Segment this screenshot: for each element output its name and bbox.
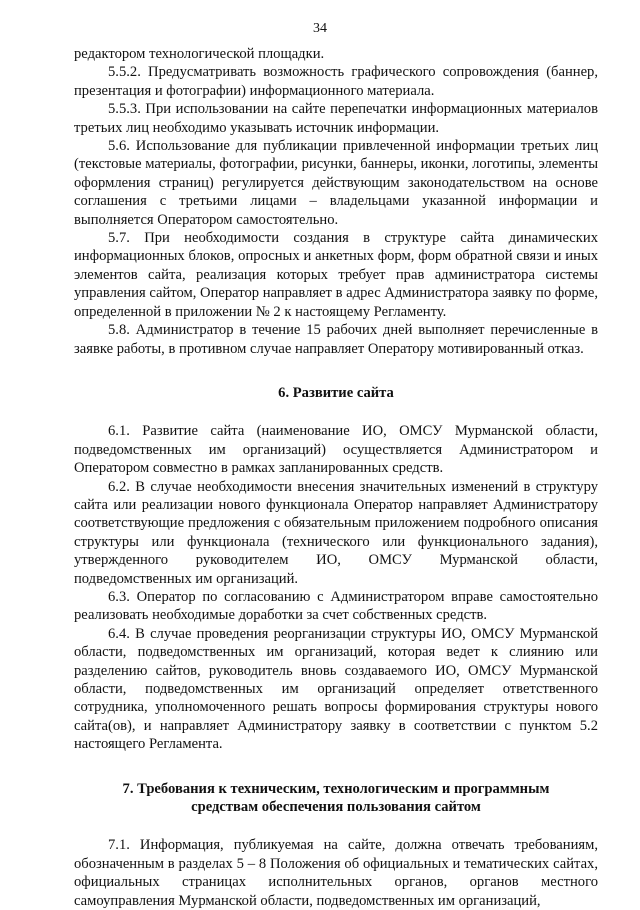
paragraph-6-4: 6.4. В случае проведения реорганизации структуры ИО, ОМСУ Мурманской области, подведомственных им организаций, которая ведет к слиянию или разделению сайтов, руководитель вновь создаваемого ИО, ОМСУ Мурманской области, подведомственных им организаций определяет ответственного сотрудника, уполномоченного решать вопросы формирования структуры нового сайта(ов), и направляет Администратору заявку в соответствии с пунктом 5.2 настоящего Регламента. bbox=[74, 625, 598, 753]
paragraph-6-3: 6.3. Оператор по согласованию с Администратором вправе самостоятельно реализовать необходимые доработки за счет собственных средств. bbox=[74, 588, 598, 624]
section-heading-6-line: 6. Развитие сайта bbox=[278, 384, 394, 401]
paragraph-6-1: 6.1. Развитие сайта (наименование ИО, ОМСУ Мурманской области, подведомственных им организаций) осуществляется Администратором и Оператором совместно в рамках запланированных средств. bbox=[74, 423, 598, 477]
page-number: 34 bbox=[313, 21, 327, 36]
paragraph-5-5-2: 5.5.2. Предусматривать возможность графического сопровождения (баннер, презентация и фотографии) информационного материала. bbox=[74, 64, 598, 99]
paragraph-continuation: редактором технологической площадки. bbox=[74, 46, 325, 62]
section-heading-7-line-1: 7. Требования к техническим, технологическим и программным bbox=[122, 780, 550, 797]
paragraph-5-5-3: 5.5.3. При использовании на сайте перепечатки информационных материалов третьих лиц необходимо указывать источник информации. bbox=[74, 101, 598, 136]
section-heading-7-line-2: средствам обеспечения пользования сайтом bbox=[191, 799, 481, 816]
document-body bbox=[74, 45, 598, 910]
section-heading-6 bbox=[74, 384, 598, 402]
paragraph-6-2: 6.2. В случае необходимости внесения значительных изменений в структуру сайта или реализации нового функционала Оператор направляет Администратору соответствующие предложения с обязательным приложением подробного описания структуры или функционала (технического или функционального задания), утвержденного руководителем ИО, ОМСУ Мурманской области, подведомственных им организаций. bbox=[74, 478, 598, 587]
section-heading-7 bbox=[74, 780, 598, 817]
paragraph-5-8: 5.8. Администратор в течение 15 рабочих дней выполняет перечисленные в заявке работы, в противном случае направляет Оператору мотивированный отказ. bbox=[74, 322, 598, 357]
paragraph-5-6: 5.6. Использование для публикации привлеченной информации третьих лиц (текстовые материалы, фотографии, рисунки, баннеры, иконки, логотипы, элементы оформления страниц) регулируется действующим законодательством на основе соглашения с третьими лицами – владельцами указанной информации и выполняется Оператором самостоятельно. bbox=[74, 138, 599, 228]
paragraph-7-1: 7.1. Информация, публикуемая на сайте, должна отвечать требованиям, обозначенным в разделах 5 – 8 Положения об официальных и тематических сайтах, официальных страницах исполнительных органов, органов местного самоуправления Мурманской области, подведомственных им организаций, bbox=[74, 837, 598, 909]
paragraph-5-7: 5.7. При необходимости создания в структуре сайта динамических информационных блоков, опросных и анкетных форм, форм обратной связи и иных элементов сайта, реализация которых требует прав администратора системы управления сайтом, Оператор направляет в адрес Администратора заявку по форме, определенной в приложении № 2 к настоящему Регламенту. bbox=[74, 230, 598, 320]
